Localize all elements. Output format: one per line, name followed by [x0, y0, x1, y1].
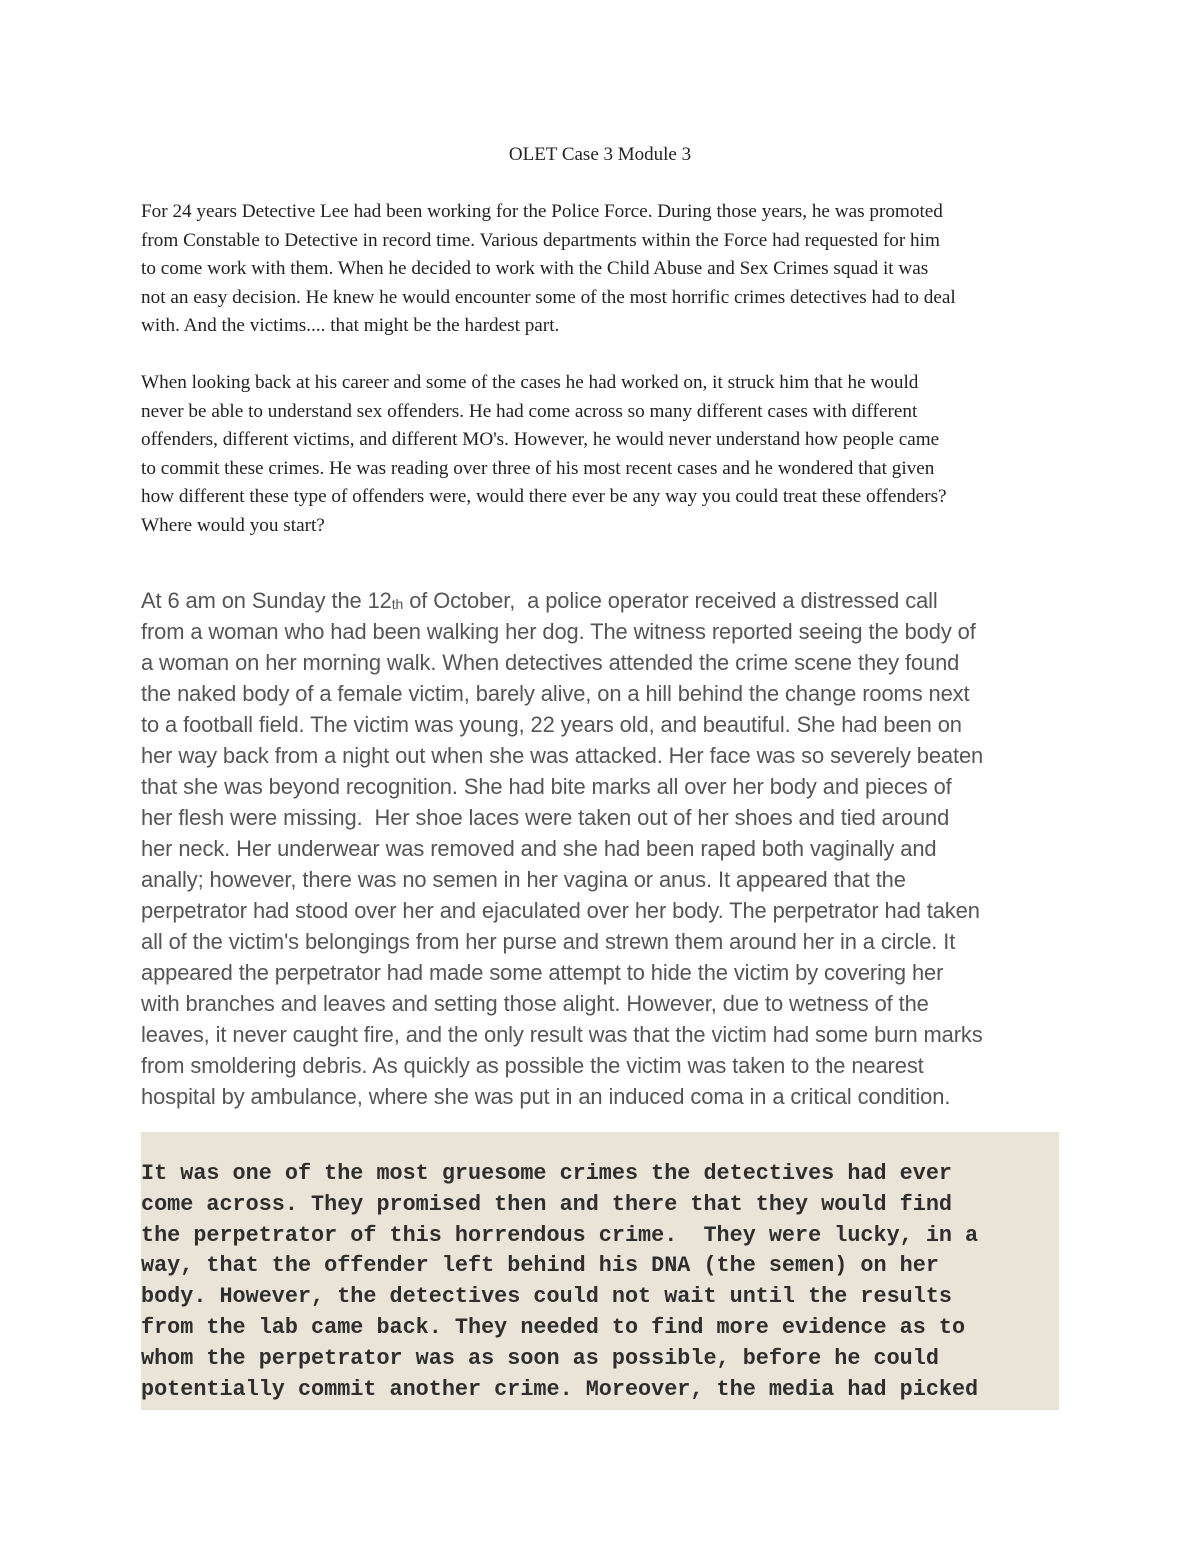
case-paragraph [141, 585, 1066, 1112]
paragraph-line: from a woman who had been walking her dog. The witness reported seeing the body of [141, 619, 976, 644]
paragraph-line: never be able to understand sex offenders. He had come across so many different cases with different [141, 400, 918, 422]
paragraph-line: whom the perpetrator was as soon as possible, before he could [141, 1345, 939, 1371]
paragraph-line: anally; however, there was no semen in her vagina or anus. It appeared that the [141, 867, 906, 892]
paragraph-line: with branches and leaves and setting those alight. However, due to wetness of the [141, 991, 929, 1016]
paragraph-line: her way back from a night out when she was attacked. Her face was so severely beaten [141, 743, 984, 768]
paragraph-line: all of the victim's belongings from her purse and strewn them around her in a circle. It [141, 929, 956, 954]
paragraph-line: potentially commit another crime. Moreover, the media had picked [141, 1376, 979, 1402]
case-text-start: At 6 am on Sunday the 12 [141, 588, 392, 613]
paragraph-line: not an easy decision. He knew he would encounter some of the most horrific crimes detectives had to deal [141, 286, 956, 308]
intro-paragraph [141, 198, 1061, 341]
paragraph-line: perpetrator had stood over her and ejaculated over her body. The perpetrator had taken [141, 898, 980, 923]
paragraph-line [141, 585, 1066, 616]
paragraph-line: to a football field. The victim was young, 22 years old, and beautiful. She had been on [141, 712, 962, 737]
paragraph-line: from the lab came back. They needed to find more evidence as to [141, 1314, 966, 1340]
paragraph-line: that she was beyond recognition. She had bite marks all over her body and pieces of [141, 774, 952, 799]
ordinal-suffix: th [391, 596, 404, 612]
paragraph-line: her neck. Her underwear was removed and she had been raped both vaginally and [141, 836, 937, 861]
paragraph-line: body. However, the detectives could not wait until the results [141, 1284, 952, 1310]
paragraph-line: her flesh were missing. Her shoe laces were taken out of her shoes and tied around [141, 805, 950, 830]
reflection-paragraph [141, 369, 1061, 541]
paragraph-line: from smoldering debris. As quickly as possible the victim was taken to the nearest [141, 1053, 924, 1078]
paragraph-line: way, that the offender left behind his DNA (the semen) on her [141, 1253, 939, 1279]
paragraph-line: how different these type of offenders were, would there ever be any way you could treat these offenders? [141, 486, 947, 508]
paragraph-line: For 24 years Detective Lee had been working for the Police Force. During those years, he was promoted [141, 201, 943, 222]
document-title: OLET Case 3 Module 3 [508, 144, 692, 165]
paragraph-line: from Constable to Detective in record time. Various departments within the Force had requested for him [141, 229, 940, 251]
paragraph-line: It was one of the most gruesome crimes the detectives had ever [141, 1161, 952, 1186]
paragraph-line: with. And the victims.... that might be the hardest part. [141, 315, 560, 337]
paragraph-line: appeared the perpetrator had made some attempt to hide the victim by covering her [141, 960, 944, 985]
paragraph-line: Where would you start? [141, 514, 325, 536]
paragraph-line: a woman on her morning walk. When detectives attended the crime scene they found [141, 650, 960, 675]
paragraph-line: to commit these crimes. He was reading over three of his most recent cases and he wondered that given [141, 457, 935, 479]
highlighted-paragraph [141, 1159, 1071, 1405]
paragraph-line: to come work with them. When he decided to work with the Child Abuse and Sex Crimes squad it was [141, 258, 929, 280]
paragraph-line: the perpetrator of this horrendous crime. They were lucky, in a [141, 1222, 979, 1248]
paragraph-line: leaves, it never caught fire, and the only result was that the victim had some burn marks [141, 1022, 983, 1047]
paragraph-line: hospital by ambulance, where she was put in an induced coma in a critical condition. [141, 1084, 951, 1109]
case-text-continued: of October, a police operator received a distressed call [403, 588, 938, 613]
paragraph-line: come across. They promised then and there that they would find [141, 1191, 952, 1217]
paragraph-line: When looking back at his career and some of the cases he had worked on, it struck him that he would [141, 372, 919, 393]
paragraph-line: offenders, different victims, and different MO's. However, he would never understand how people came [141, 429, 940, 451]
paragraph-line: the naked body of a female victim, barely alive, on a hill behind the change rooms next [141, 681, 970, 706]
